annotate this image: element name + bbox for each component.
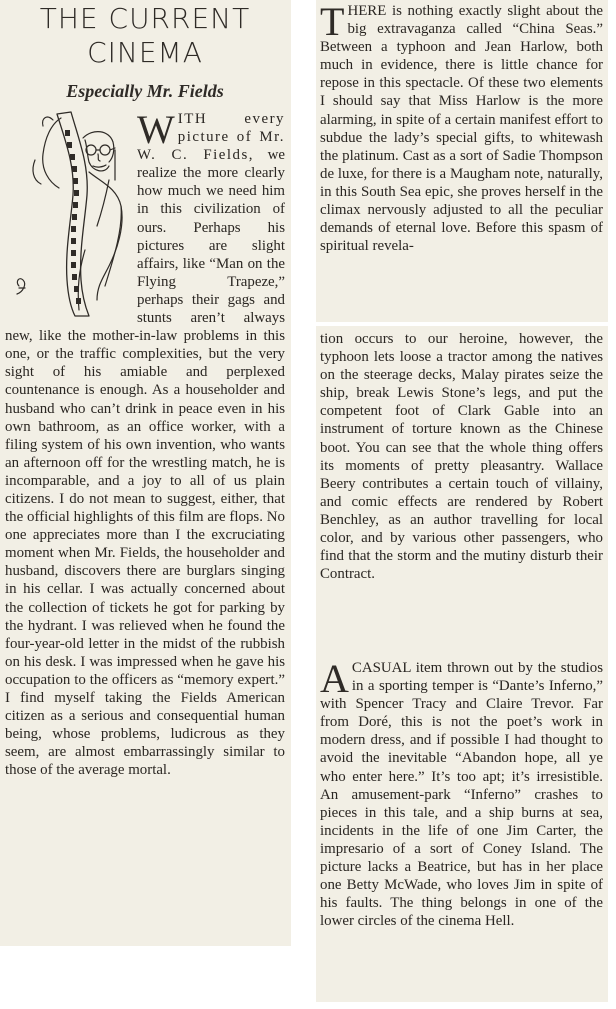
dropcap-a: A	[320, 656, 349, 701]
dropcap-t: T	[320, 0, 345, 44]
wc-fields-caricature-icon	[5, 110, 133, 318]
article-subtitle: Especially Mr. Fields	[66, 81, 224, 101]
review-fields-opening: ITH every picture of Mr. W. C. Fields,	[137, 111, 285, 164]
review-dantes-inferno	[320, 656, 603, 930]
review-dantes-text: item thrown out by the studios in a sporting temper is “Dante’s Inferno,” with Spencer Tracy and Claire Trevor. Far from Doré, this is not the poet’s work in modern dress, and if possible I had thought to avoid the inevitable “Abandon hope, all ye who enter here.” It’s too apt; it’s irresistible. An amusement-park “Inferno” crashes to pieces in this tale, and a ship burns at sea, incidents in the life of one Jim Carter, the impresario of a sort of Coney Island. The picture lacks a Beatrice, but has in her place one Betty McWade, who loves Jim in spite of his faults. The thing belongs in one of the lower circles of the cinema Hell.	[320, 660, 603, 930]
right-column-top	[316, 0, 608, 322]
title-line-2: CINEMA	[87, 36, 203, 69]
left-column	[0, 0, 291, 946]
dropcap-w: W	[137, 107, 175, 152]
review-fields-text: we realize the more clearly how much we need him in this civilization of ours. Perhaps his pictures are slight affairs, like “Man on the Flying Trapeze,” perhaps their gags and stunts aren’t always new, like the mother-in-law problems in this one, or the traffic complexities, but the very sight of his amiable and perplexed countenance is enough. As a householder and husband who can’t drink in peace even in his own bathroom, as an office worker, with a filing system of his own invention, who wants an afternoon off for the wrestling match, he is incomparable, and a joy to all of us plain citizens. I do not mean to suggest, either, that the official highlights of this film are flops. No one appreciates more than I the excruciating moment when Mr. Fields, the householder and husband, discovers there are burglars singing in his cellar. I was actually concerned about the collection of tickets he got for parking by the hydrant. I was relieved when he found the four-year-old letter in the midst of the rubbish on his desk. I was impressed when he gave his occupation to the officers as “memory expert.” I find myself taking the Fields American citizen as a serious and consequential human being, whose problems, ludicrous as they seem, are almost embarrassingly similar to those of the average mortal.	[5, 147, 285, 779]
title-line-1: THE CURRENT	[39, 2, 251, 35]
review-china-seas-text-1: HERE is nothing exactly slight about the big extravaganza called “China Seas.” Between a typhoon and Jean Harlow, both much in evidence, there is little chance for repose in this spectacle. Of these two elements I should say that Miss Harlow is the more alarming, in spite of a certain manifest effort to subdue the lady’s special gifts, to whitewash the platinum. Cast as a sort of Sadie Thompson de luxe, for there is a Maugham note, naturally, in this South Sea epic, she proves herself in the climax nervously adjusted to all the peculiar demands of eternal love. Before this spasm of spiritual revela-	[320, 3, 603, 255]
review-china-seas-part2: tion occurs to our heroine, however, the typhoon lets loose a tractor among the natives on the steerage decks, Malay pirates seize the ship, break Lewis Stone’s legs, and put the competent foot of Clark Gable into an instrument of torture known as the Chinese boot. You can see that the whole thing offers its moments of pretty pleasantry. Wallace Beery contributes a certain touch of villainy, and comic effects are rendered by Robert Benchley, as an author travelling for local color, and by various other passengers, who find that the storm and the mutiny disturb their Contract.	[320, 331, 603, 583]
right-column-middle	[316, 326, 608, 651]
article-title	[5, 2, 285, 70]
review-china-seas-part1	[320, 2, 603, 255]
review-dantes-opening: CASUAL	[351, 660, 411, 676]
right-column-bottom	[316, 651, 608, 1002]
